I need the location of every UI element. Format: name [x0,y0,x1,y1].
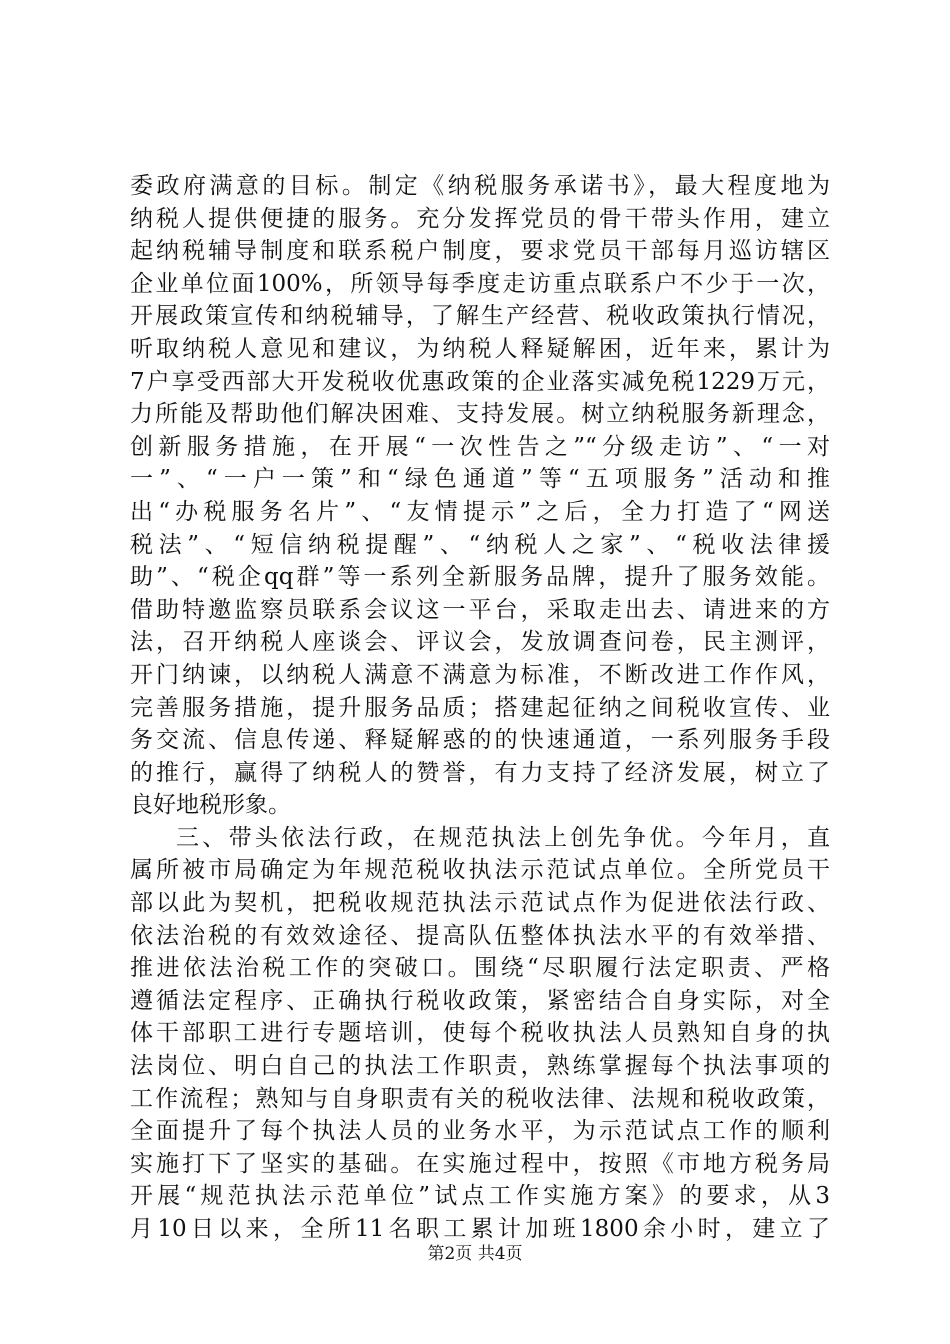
text-line: 法岗位、明白自己的执法工作职责，熟练掌握每个执法事项的 [130,1053,830,1080]
text-line: 开展“规范执法示范单位”试点工作实施方案》的要求，从3 [130,1183,830,1210]
text-line: 推进依法治税工作的突破口。围绕“尽职履行法定职责、严格 [130,955,830,982]
document-body [130,170,830,1246]
text-line: 助”、“税企qq群”等一系列全新服务品牌，提升了服务效能。 [130,564,830,591]
paragraph-service [130,170,830,822]
text-line: 起纳税辅导制度和联系税户制度，要求党员干部每月巡访辖区 [130,238,830,265]
text-line: 开门纳谏，以纳税人满意不满意为标准，不断改进工作作风， [130,661,830,688]
text-line: 一”、“一户一策”和“绿色通道”等“五项服务”活动和推 [130,466,830,493]
text-line: 月10日以来，全所11名职工累计加班1800余小时，建立了 [130,1216,830,1242]
text-line: 听取纳税人意见和建议，为纳税人释疑解困，近年来，累计为 [130,335,830,362]
text-line: 属所被市局确定为年规范税收执法示范试点单位。全所党员干 [130,857,830,884]
text-line: 部以此为契机，把税收规范执法示范试点作为促进依法行政、 [130,890,830,917]
text-line: 的推行，赢得了纳税人的赞誉，有力支持了经济发展，树立了 [130,759,830,786]
text-line: 出“办税服务名片”、“友情提示”之后，全力打造了“网送 [130,498,830,525]
page-number-footer: 第2页 共4页 [427,1244,523,1264]
text-line: 依法治税的有效效途径、提高队伍整体执法水平的有效举措、 [130,922,830,949]
text-line: 实施打下了坚实的基础。在实施过程中，按照《市地方税务局 [130,1150,830,1177]
text-line: 全面提升了每个执法人员的业务水平，为示范试点工作的顺利 [130,1118,830,1145]
text-line: 借助特邀监察员联系会议这一平台，采取走出去、请进来的方 [130,596,830,623]
text-line: 委政府满意的目标。制定《纳税服务承诺书》，最大程度地为 [130,173,830,199]
text-line: 开展政策宣传和纳税辅导，了解生产经营、税收政策执行情况， [130,303,830,330]
text-line: 务交流、信息传递、释疑解惑的的快速通道，一系列服务手段 [130,727,830,754]
text-line: 纳税人提供便捷的服务。充分发挥党员的骨干带头作用，建立 [130,205,830,232]
text-line: 企业单位面100%，所领导每季度走访重点联系户不少于一次， [130,270,830,297]
text-line: 创新服务措施，在开展“一次性告之”“分级走访”、“一对 [130,433,830,460]
text-line: 工作流程；熟知与自身职责有关的税收法律、法规和税收政策， [130,1085,830,1112]
text-line: 三、带头依法行政，在规范执法上创先争优。今年月，直 [176,824,830,851]
text-line: 体干部职工进行专题培训，使每个税收执法人员熟知自身的执 [130,1020,830,1047]
text-line: 遵循法定程序、正确执行税收政策，紧密结合自身实际，对全 [130,987,830,1014]
paragraph-law-enforcement [130,822,830,1246]
text-line: 良好地税形象。 [130,792,291,819]
text-line: 7户享受西部大开发税收优惠政策的企业落实减免税1229万元， [130,368,830,395]
text-line: 税法”、“短信纳税提醒”、“纳税人之家”、“税收法律援 [130,531,830,558]
text-line: 完善服务措施，提升服务品质；搭建起征纳之间税收宣传、业 [130,694,830,721]
text-line: 法，召开纳税人座谈会、评议会，发放调查问卷，民主测评， [130,629,830,656]
text-line: 力所能及帮助他们解决困难、支持发展。树立纳税服务新理念， [130,401,830,428]
